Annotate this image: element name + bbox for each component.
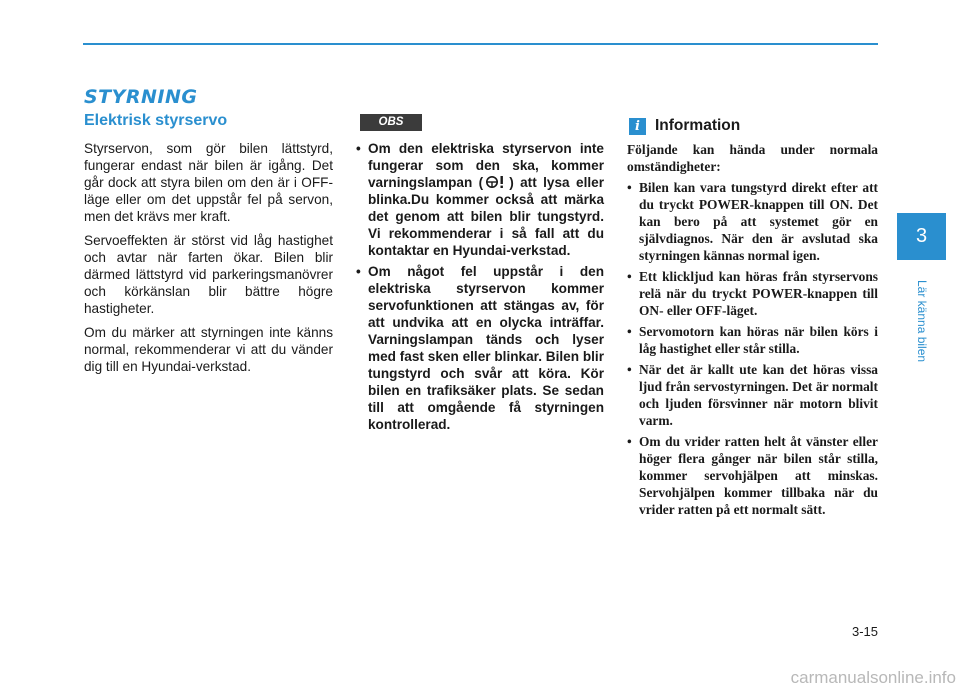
steering-warning-icon [483, 175, 509, 189]
paragraph: Servoeffekten är störst vid låg hastighet och avtar när farten ökar. Bilen blir därmed lättstyrd vid parkeringsmanövrer och körkänslan blir bättre högre hastigheter. [84, 233, 333, 316]
information-item [627, 433, 878, 518]
paragraph: Styrservon, som gör bilen lättstyrd, fungerar endast när bilen är igång. Det går dock att styra bilen om den är i OFF-läge eller om det uppstår fel på servon, men det krävs mer kraft. [84, 141, 333, 224]
information-column [627, 141, 878, 522]
information-text: Bilen kan vara tungstyrd direkt efter att du tryckt POWER-knappen till ON. Det kan bero på att systemet gör en självdiagnos. När den är avslutad ska styrningen kännas normal igen. [639, 180, 878, 263]
information-title: Information [655, 117, 741, 134]
information-header [629, 116, 740, 136]
notice-list [355, 140, 604, 437]
subsection-heading: Elektrisk styrservo [84, 112, 228, 129]
information-text: Ett klickljud kan höras från styrservons relä när du tryckt POWER-knappen till ON- eller OFF-läget. [639, 269, 878, 318]
chapter-title: Lär känna bilen [915, 279, 929, 363]
notice-text: ) att lysa eller blinka.Du kommer också att märka det genom att bilen blir tungstyrd. Vi rekommenderar i så fall att du kontaktar en Hyundai-verkstad. [368, 175, 604, 258]
obs-badge: OBS [360, 114, 422, 131]
page-number: 3-15 [851, 624, 878, 639]
notice-item [355, 140, 604, 259]
info-icon: i [629, 118, 646, 135]
information-intro: Följande kan hända under normala omständigheter: [627, 142, 878, 174]
bullet: • [627, 324, 632, 339]
bullet: • [627, 269, 632, 284]
bullet: • [356, 141, 361, 156]
bullet: • [627, 434, 632, 449]
information-item [627, 361, 878, 429]
information-item [627, 323, 878, 357]
information-text: Servomotorn kan höras när bilen körs i låg hastighet eller står stilla. [639, 324, 878, 356]
top-divider [83, 43, 878, 45]
intro-column [84, 140, 333, 382]
paragraph: Om du märker att styrningen inte känns normal, rekommenderar vi att du vänder dig till en Hyundai-verkstad. [84, 325, 333, 374]
notice-text: Om något fel uppstår i den elektriska styrservon kommer servofunktionen att stängas av, för att undvika att en olycka inträffar. Varningslampan tänds och lyser med fast sken eller blinkar. Bilen blir tungstyrd och svår att köra. Kör bilen en trafiksäker plats. Se sedan till att omgående få styrningen kontrollerad. [368, 264, 604, 432]
bullet: • [627, 362, 632, 377]
information-list [627, 179, 878, 518]
bullet: • [356, 264, 361, 279]
section-title: STYRNING [84, 86, 198, 108]
notice-item [355, 263, 604, 433]
chapter-tab: 3 [897, 213, 946, 260]
information-item [627, 179, 878, 264]
notice-text: Om den elektriska styrservon inte fungerar som den ska, kommer varningslampan ( [368, 141, 604, 190]
information-text: Om du vrider ratten helt åt vänster eller höger flera gånger när bilen står stilla, kommer servohjälpen att minskas. Servohjälpen kommer tillbaka när du vrider ratten på ett normalt sätt. [639, 434, 878, 517]
watermark: carmanualsonline.info [790, 668, 956, 687]
information-item [627, 268, 878, 319]
information-text: När det är kallt ute kan det höras vissa ljud från servostyrningen. Det är normalt och ljuden försvinner när motorn blivit varm. [639, 362, 878, 428]
bullet: • [627, 180, 632, 195]
